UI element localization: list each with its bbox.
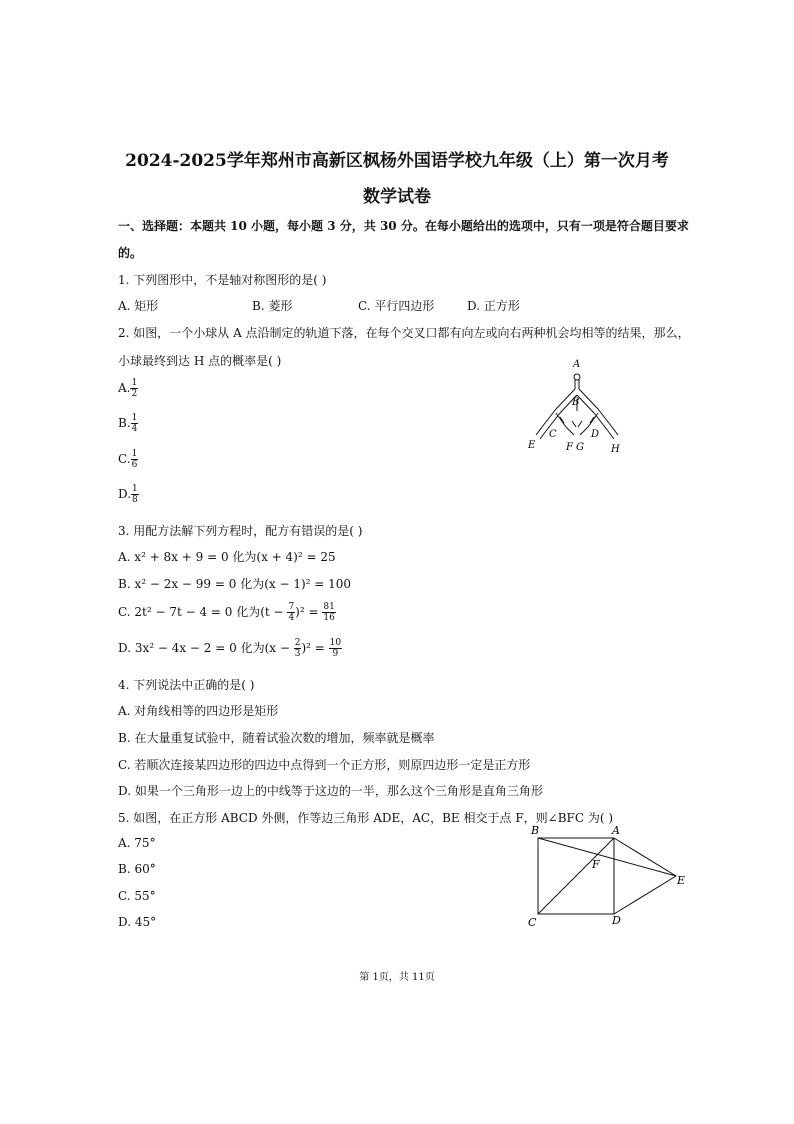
- q4-option-d: D. 如果一个三角形一边上的中线等于这边的一半，那么这个三角形是直角三角形: [118, 784, 543, 798]
- q3-option-c: C. 2t² − 7t − 4 = 0 化为(t − $\frac{7}{4}$ )² = $\frac{81}{16}$: [118, 602, 335, 623]
- q5-option-c: C. 55°: [118, 889, 156, 903]
- label-e: E: [677, 874, 686, 887]
- q4-option-b: B. 在大量重复试验中，随着试验次数的增加，频率就是概率: [118, 731, 435, 745]
- q4-option-c: C. 若顺次连接某四边形的四边中点得到一个正方形，则原四边形一定是正方形: [118, 758, 531, 772]
- section-heading-line1: 一、选择题：本题共 10 小题，每小题 3 分，共 30 分。在每小题给出的选项中，只有一项是符合题目要求: [118, 219, 689, 233]
- label-h: H: [611, 444, 620, 455]
- label-f: F: [566, 442, 573, 453]
- square-triangle-figure: [522, 820, 692, 932]
- q4-option-a: A. 对角线相等的四边形是矩形: [118, 704, 279, 718]
- q2-option-d: D. $\frac{1}{8}$: [118, 484, 138, 505]
- triangle-ade: [614, 838, 676, 914]
- diagonal-ac: [538, 838, 614, 914]
- segment-be: [538, 838, 676, 876]
- q3-option-a: A. x² + 8x + 9 = 0 化为(x + 4)² = 25: [118, 550, 336, 564]
- label-f: F: [592, 858, 600, 871]
- question-2-stem-line2: 小球最终到达 H 点的概率是( ): [118, 354, 282, 368]
- question-1-stem: 1. 下列图形中，不是轴对称图形的是( ): [118, 273, 327, 287]
- q2-option-a: A. $\frac{1}{2}$: [118, 378, 138, 399]
- q1-option-a: A. 矩形: [118, 299, 159, 313]
- question-3-stem: 3. 用配方法解下列方程时，配方有错误的是( ): [118, 524, 363, 538]
- label-c: C: [528, 916, 537, 929]
- label-g: G: [576, 442, 584, 453]
- q5-option-b: B. 60°: [118, 862, 156, 876]
- section-heading-line2: 的。: [118, 246, 143, 260]
- point-a-marker: [574, 374, 580, 380]
- q5-option-a: A. 75°: [118, 836, 156, 850]
- q5-option-d: D. 45°: [118, 915, 157, 929]
- label-b: B: [531, 824, 540, 837]
- q2-option-b: B. $\frac{1}{4}$: [118, 413, 138, 434]
- label-a: A: [612, 824, 620, 837]
- label-e: E: [528, 440, 536, 451]
- q1-option-c: C. 平行四边形: [358, 299, 435, 313]
- label-c: C: [549, 429, 557, 440]
- question-4-stem: 4. 下列说法中正确的是( ): [118, 678, 255, 692]
- ball-track-figure: [520, 355, 630, 455]
- page-footer: 第 1页，共 11页: [359, 972, 435, 983]
- exam-title: 2024-2025学年郑州市高新区枫杨外国语学校九年级（上）第一次月考: [125, 151, 669, 171]
- label-a: A: [573, 359, 581, 370]
- q1-option-b: B. 菱形: [252, 299, 293, 313]
- q3-option-d: D. 3x² − 4x − 2 = 0 化为(x − $\frac{2}{3}$ )² = $\frac{10}{9}$: [118, 638, 342, 659]
- question-2-stem-line1: 2. 如图，一个小球从 A 点沿制定的轨道下落，在每个交叉口都有向左或向右两种机会均相等的结果，那么，: [118, 326, 690, 340]
- label-b: B: [572, 397, 580, 408]
- q1-option-d: D. 正方形: [467, 299, 520, 313]
- label-d: D: [612, 914, 621, 927]
- q2-option-c: C. $\frac{1}{6}$: [118, 449, 138, 470]
- q3-option-b: B. x² − 2x − 99 = 0 化为(x − 1)² = 100: [118, 577, 352, 591]
- label-d: D: [591, 429, 600, 440]
- exam-subtitle: 数学试卷: [363, 187, 431, 207]
- question-5-stem: 5. 如图，在正方形 ABCD 外侧，作等边三角形 ADE，AC，BE 相交于点 F，则∠BFC 为( ): [118, 811, 614, 825]
